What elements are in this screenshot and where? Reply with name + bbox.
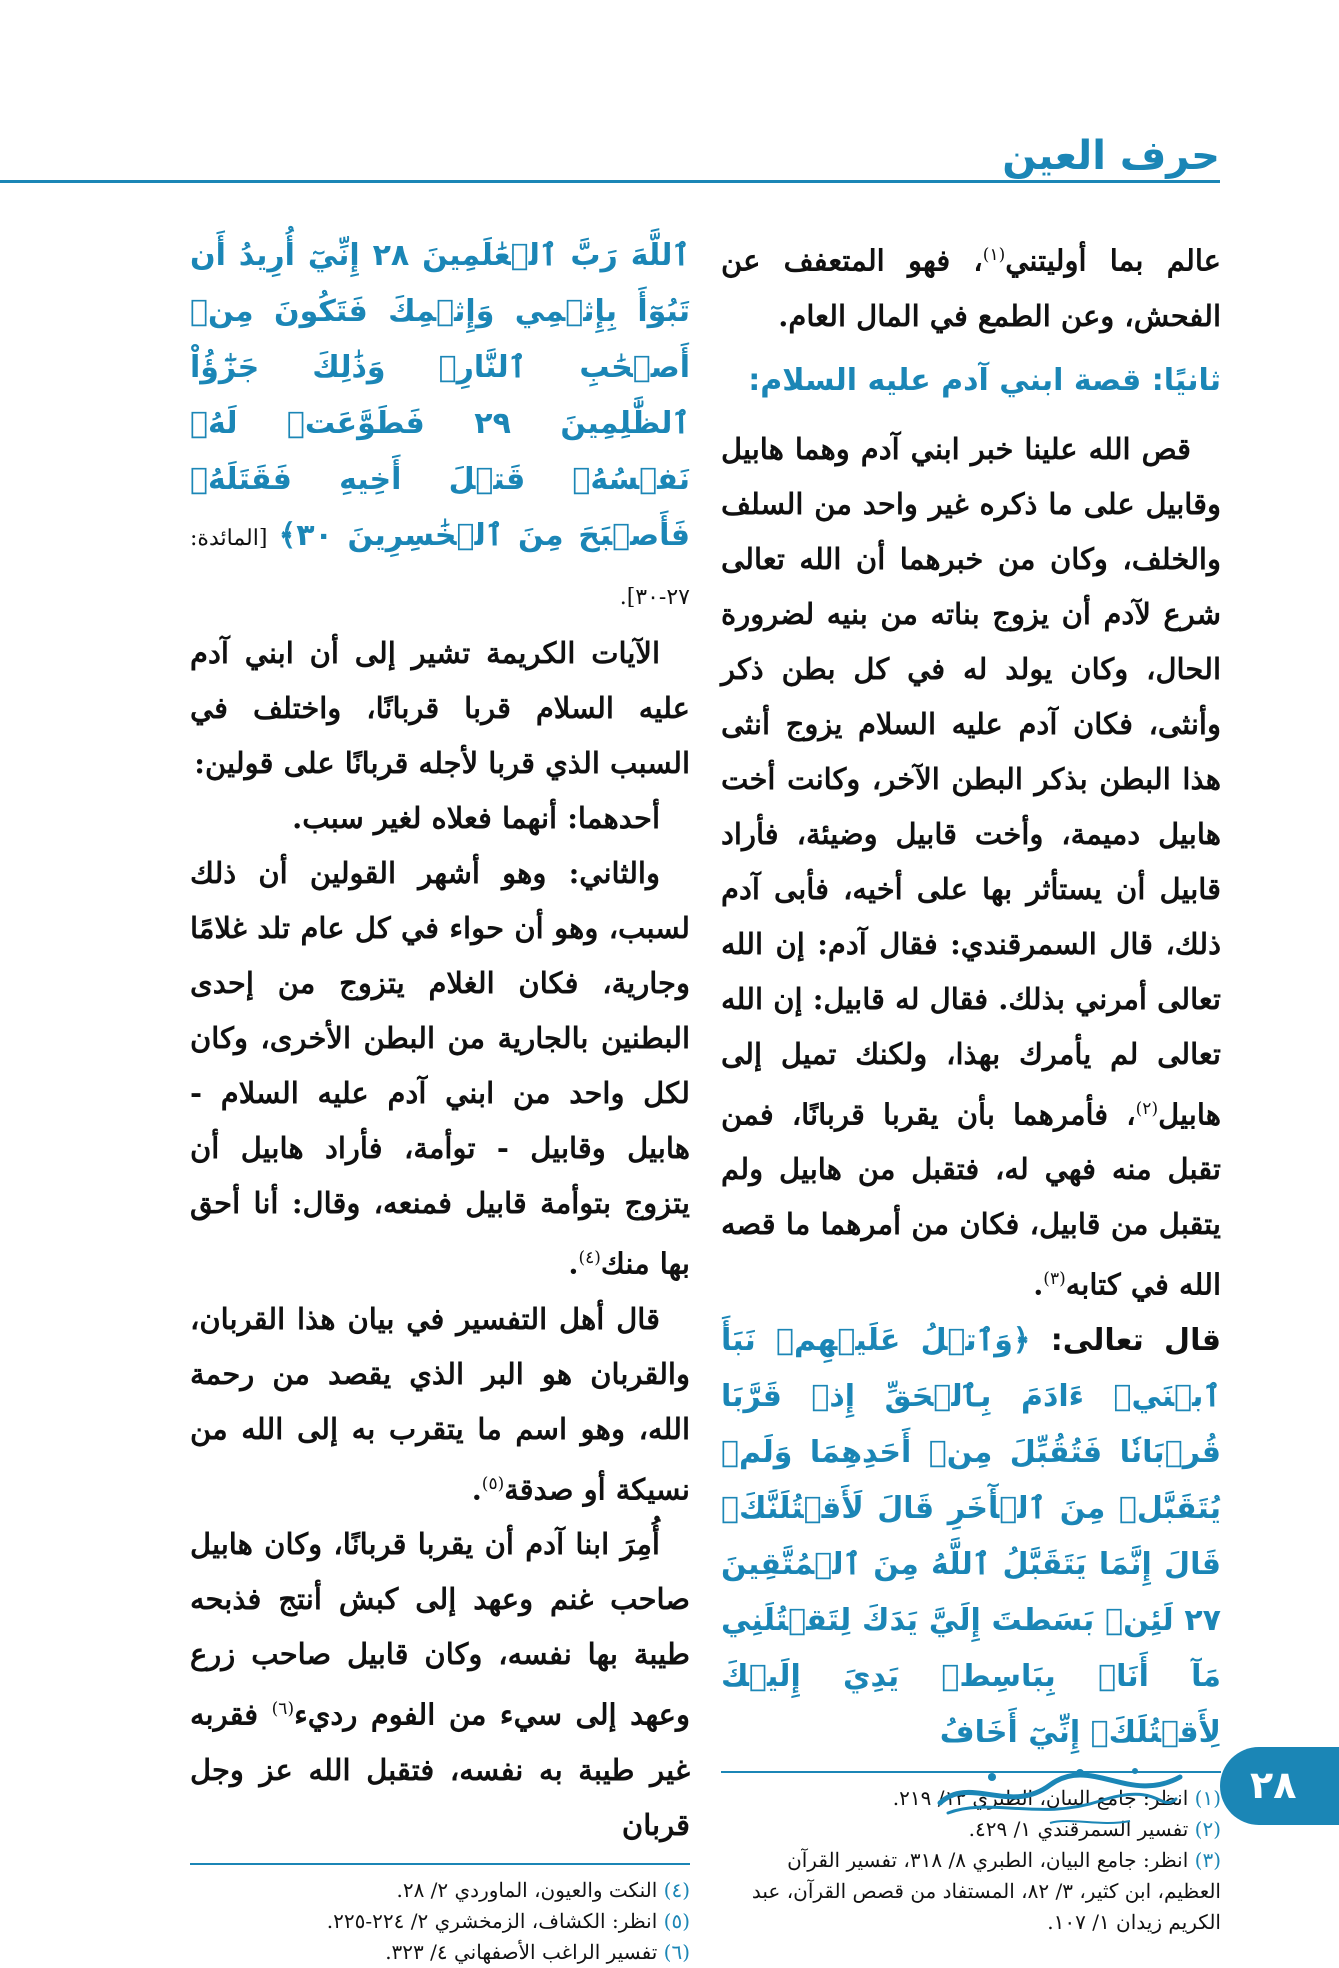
footnote-text: تفسير الراغب الأصفهاني ٤/ ٣٢٣.	[385, 1939, 658, 1964]
paragraph	[190, 846, 690, 1292]
paragraph	[721, 422, 1221, 1313]
section-subheading: ثانيًا: قصة ابني آدم عليه السلام:	[748, 362, 1221, 398]
footnote-ref[interactable]: (٣)	[1043, 1269, 1066, 1290]
page-number: ٢٨	[1250, 1763, 1297, 1807]
left-column	[190, 228, 690, 1968]
footnote-ref[interactable]: (٦)	[271, 1699, 295, 1720]
footnote-number: (٥)	[663, 1908, 690, 1933]
footnotes	[190, 1875, 690, 1968]
footnote-text: تفسير السمرقندي ١/ ٤٢٩.	[968, 1816, 1189, 1841]
text: قص الله علينا خبر ابني آدم وهما هابيل وقابيل على ما ذكره غير واحد من السلف والخلف، وكان من خبرهما أن الله تعالى شرع لآدم أن يزوج بناته من بنيه لضرورة الحال، وكان يولد له في كل بطن ذكر وأنثى، فكان آدم عليه السلام يزوج أنثى هذا البطن بذكر البطن الآخر، وكانت أخت هابيل دميمة، وأخت قابيل وضيئة، فأراد قابيل أن يستأثر بها على أخيه، فأبى آدم ذلك، قال السمرقندي: فقال آدم: إن الله تعالى أمرني بذلك. فقال له قابيل: إن الله تعالى لم يأمرك بهذا، ولكنك تميل إلى هابيل	[721, 431, 1221, 1132]
quran-verse	[190, 228, 690, 626]
footnote	[190, 1875, 690, 1906]
footnote-text: النكت والعيون، الماوردي ٢/ ٢٨.	[396, 1877, 658, 1902]
verse-text: ﴿وَٱتۡلُ عَلَيۡهِمۡ نَبَأَ ٱبۡنَيۡ ءَادَمَ بِٱلۡحَقِّ إِذۡ قَرَّبَا قُرۡبَانٗا فَتُقُبِّلَ مِنۡ أَحَدِهِمَا وَلَمۡ يُتَقَبَّلۡ مِنَ ٱلۡأٓخَرِ قَالَ لَأَقۡتُلَنَّكَۖ قَالَ إِنَّمَا يَتَقَبَّلُ ٱللَّهُ مِنَ ٱلۡمُتَّقِينَ ٢٧ لَئِنۢ بَسَطتَ إِلَيَّ يَدَكَ لِتَقۡتُلَنِي مَآ أَنَا۠ بِبَاسِطٖ يَدِيَ إِلَيۡكَ لِأَقۡتُلَكَۖ إِنِّيٓ أَخَافُ	[721, 1322, 1221, 1750]
footnote-divider	[190, 1863, 690, 1865]
right-column	[721, 228, 1221, 1938]
chapter-title: حرف العين	[1002, 133, 1220, 179]
paragraph: الآيات الكريمة تشير إلى أن ابني آدم عليه السلام قربا قربانًا، واختلف في السبب الذي قربا لأجله قربانًا على قولين:	[190, 636, 690, 780]
footnote	[190, 1937, 690, 1968]
footnote-text: انظر: جامع البيان، الطبري ٨/ ٣١٨، تفسير القرآن العظيم، ابن كثير، ٣/ ٨٢، المستفاد من قصص القرآن، عبد الكريم زيدان ١/ ١٠٧.	[751, 1847, 1221, 1934]
footnote-text: انظر: الكشاف، الزمخشري ٢/ ٢٢٤-٢٢٥.	[326, 1908, 658, 1933]
footnote-text: انظر: جامع البيان، الطبري ١٣/ ٢١٩.	[892, 1785, 1189, 1810]
verse-reference: [المائدة: ٢٧-٣٠].	[190, 526, 690, 610]
footnote-ref[interactable]: (٥)	[481, 1473, 505, 1494]
text: ، فأمرهما بأن يقربا قربانًا، فمن تقبل منه فهي له، فتقبل من هابيل ولم يتقبل من قابيل، فكان من أمرهما ما قصه الله في كتابه	[721, 1097, 1221, 1302]
text: فقربه غير طيبة به نفسه، فتقبل الله عز وجل قربان	[190, 1697, 690, 1842]
footnote-number: (١)	[1194, 1785, 1221, 1810]
footnote-number: (٢)	[1194, 1816, 1221, 1841]
text: والثاني: وهو أشهر القولين أن ذلك لسبب، وهو أن حواء في كل عام تلد غلامًا وجارية، فكان الغلام يتزوج من إحدى البطنين بالجارية من البطن الأخرى، وكان لكل واحد من ابني آدم عليه السلام - هابيل وقابيل - توأمة، فأراد هابيل أن يتزوج بتوأمة قابيل فمنعه، وقال: أنا أحق بها منك	[190, 856, 690, 1281]
verse-text: ٱللَّهَ رَبَّ ٱلۡعَٰلَمِينَ ٢٨ إِنِّيٓ أُرِيدُ أَن تَبُوٓأَ بِإِثۡمِي وَإِثۡمِكَ فَتَكُونَ مِنۡ أَصۡحَٰبِ ٱلنَّارِۚ وَذَٰلِكَ جَزَٰٓؤُاْ ٱلظَّٰلِمِينَ ٢٩ فَطَوَّعَتۡ لَهُۥ نَفۡسُهُۥ قَتۡلَ أَخِيهِ فَقَتَلَهُۥ فَأَصۡبَحَ مِنَ ٱلۡخَٰسِرِينَ ٣٠﴾	[190, 238, 690, 553]
text: أُمِرَ ابنا آدم أن يقربا قربانًا، وكان هابيل صاحب غنم وعهد إلى كبش أنتج فذبحه طيبة بها نفسه، وكان قابيل صاحب زرع وعهد إلى سيء من الفوم رديء	[190, 1527, 690, 1732]
footnote-ref[interactable]: (١)	[982, 245, 1006, 265]
quran-verse	[721, 1313, 1221, 1761]
paragraph	[721, 228, 1221, 344]
page-footer	[0, 1747, 1339, 1837]
footnote	[190, 1906, 690, 1937]
encyclopedia-logo	[930, 1755, 1190, 1831]
footnote-number: (٤)	[663, 1877, 690, 1902]
footnote-number: (٣)	[1194, 1847, 1221, 1872]
header-divider	[0, 180, 1220, 183]
text: قال أهل التفسير في بيان هذا القربان، والقربان هو البر الذي يقصد من رحمة الله، وهو اسم ما يتقرب به إلى الله من نسيكة أو صدقة	[190, 1301, 690, 1507]
text: .	[568, 1246, 579, 1281]
page-header	[0, 130, 1220, 184]
paragraph: أحدهما: أنهما فعلاه لغير سبب.	[292, 801, 660, 835]
verse-intro: قال تعالى:	[1030, 1322, 1221, 1358]
footnote-number: (٦)	[663, 1939, 690, 1964]
text: ، فهو المتعفف عن الفحش، وعن الطمع في المال العام.	[721, 243, 1221, 333]
footnote-ref[interactable]: (٢)	[1135, 1098, 1159, 1119]
text: عالم بما أوليتني	[1005, 243, 1221, 278]
footnote-ref[interactable]: (٤)	[578, 1248, 601, 1268]
footnote	[721, 1845, 1221, 1938]
text: .	[471, 1472, 482, 1507]
text: .	[1033, 1267, 1044, 1302]
paragraph	[190, 1292, 690, 1518]
